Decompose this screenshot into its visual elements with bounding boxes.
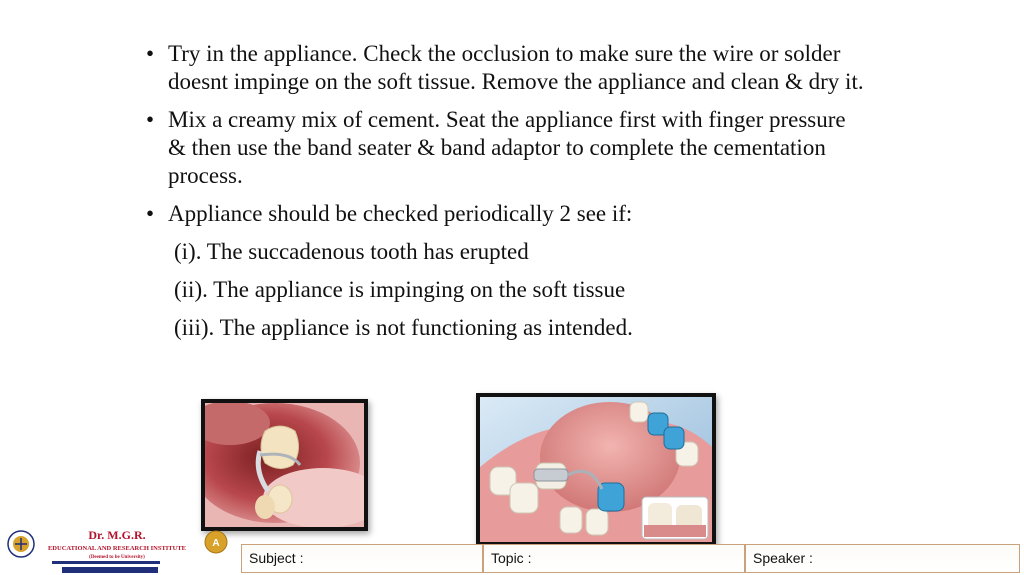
arch-illustration-graphic bbox=[480, 397, 712, 542]
arch-illustration bbox=[476, 393, 716, 546]
subject-field bbox=[241, 544, 483, 573]
sub-item-not-functioning: (iii). The appliance is not functioning as intended. bbox=[174, 315, 633, 340]
sub-item-erupted: (i). The succadenous tooth has erupted bbox=[174, 239, 529, 264]
sub-item-impinging: (ii). The appliance is impinging on the soft tissue bbox=[174, 277, 626, 302]
slide-footer bbox=[0, 527, 1024, 575]
logo-institute-line: EDUCATIONAL AND RESEARCH INSTITUTE bbox=[47, 545, 187, 552]
topic-field bbox=[483, 544, 745, 573]
speaker-label: Speaker : bbox=[753, 550, 813, 566]
intraoral-appliance-photo bbox=[201, 399, 368, 531]
bullet-try-in: • Try in the appliance. Check the occlusion to make sure the wire or solder doesnt impinge on the soft tissue. Remove the appliance and clean & dry it. bbox=[146, 40, 866, 96]
svg-text:A: A bbox=[212, 538, 220, 549]
subject-label: Subject : bbox=[249, 550, 304, 566]
logo-name-line: Dr. M.G.R. bbox=[88, 528, 146, 542]
speaker-field bbox=[745, 544, 1020, 573]
topic-label: Topic : bbox=[491, 550, 532, 566]
slide-content bbox=[146, 40, 866, 352]
bullet-cement: • Mix a creamy mix of cement. Seat the appliance first with finger pressure & then use the band seater & band adaptor to complete the cementation process. bbox=[146, 106, 866, 190]
intraoral-photo-illustration bbox=[205, 403, 364, 527]
institute-logo bbox=[4, 527, 230, 575]
logo-deemed-line: (Deemed to be University) bbox=[89, 555, 145, 560]
bullet-periodic-check: • Appliance should be checked periodically 2 see if: bbox=[146, 200, 866, 228]
